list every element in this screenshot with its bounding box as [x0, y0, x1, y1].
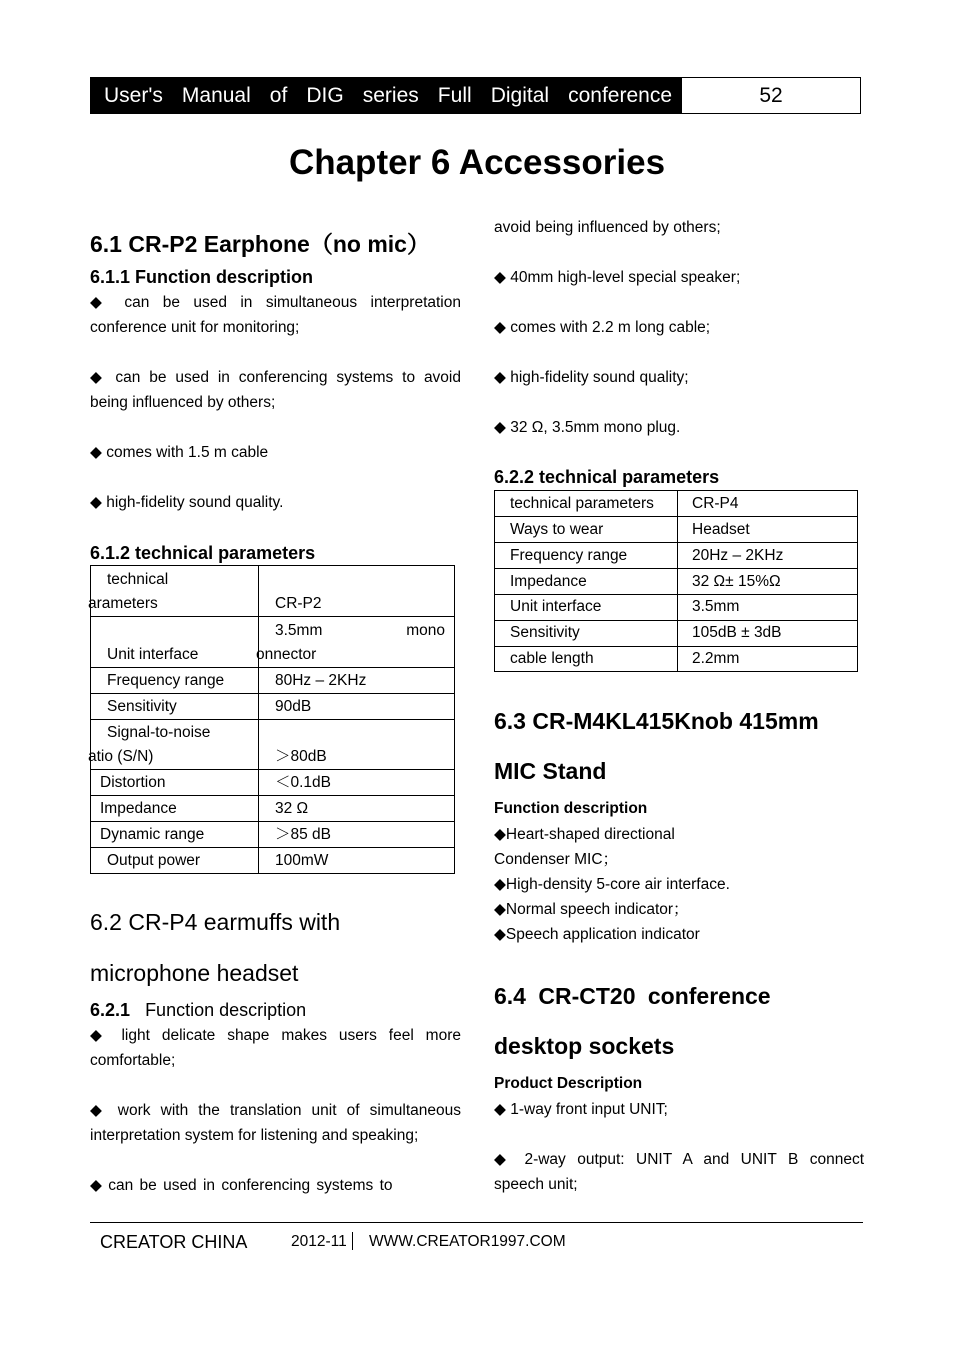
- cr-p4-parameter-table: [494, 490, 858, 672]
- section-6-3-heading-line2: MIC Stand: [494, 758, 607, 784]
- table-cell: Unit interface: [510, 598, 602, 615]
- section-6-2-heading-line2: microphone headset: [90, 960, 299, 986]
- chapter-title: Chapter 6 Accessories: [288, 143, 666, 182]
- bullet-6-2-g: ◆ 32 Ω, 3.5mm mono plug.: [494, 419, 681, 436]
- table-cell: ＞85 dB: [275, 826, 332, 843]
- bullet-6-1-c: ◆ comes with 1.5 m cable: [90, 444, 269, 461]
- mic-feature-line: ◆High-density 5-core air interface.: [494, 876, 730, 893]
- table-cell: cable length: [510, 650, 594, 667]
- table-cell: 80Hz – 2KHz: [275, 672, 367, 689]
- table-cell: 100mW: [275, 852, 329, 869]
- table-cell: Output power: [107, 852, 201, 869]
- table-cell: Distortion: [100, 774, 166, 791]
- subsection-title: Function description: [145, 1000, 307, 1020]
- footer-date: 2012-11: [291, 1233, 347, 1250]
- table-cell: Impedance: [510, 573, 587, 590]
- socket-bullet-2-line2: speech unit;: [494, 1176, 578, 1193]
- table-cell: 3.5mm: [692, 598, 740, 615]
- footer-divider: [90, 1222, 863, 1223]
- bullet-6-1-b-line2: being influenced by others;: [90, 394, 276, 411]
- mic-feature-line: ◆Heart-shaped directional: [494, 826, 675, 843]
- bullet-6-1-b-line1: ◆ can be used in conferencing systems to avoid: [90, 369, 461, 386]
- page-number: 52: [759, 84, 783, 107]
- subsection-number: 6.2.1: [90, 1000, 131, 1020]
- table-cell: onnector: [256, 646, 317, 663]
- socket-bullet-2-line1: ◆ 2-way output: UNIT A and UNIT B connect: [494, 1151, 864, 1168]
- footer-company: CREATOR CHINA: [100, 1232, 248, 1252]
- table-cell: 32 Ω: [275, 800, 309, 817]
- table-cell: Ways to wear: [510, 521, 604, 538]
- table-cell: Sensitivity: [510, 624, 580, 641]
- bullet-6-1-a-line2: conference unit for monitoring;: [90, 319, 300, 336]
- bullet-6-1-d: ◆ high-fidelity sound quality.: [90, 494, 284, 511]
- bullet-6-2-f: ◆ high-fidelity sound quality;: [494, 369, 689, 386]
- header-title: User's Manual of DIG series Full Digital conference: [91, 78, 682, 113]
- table-cell: Headset: [692, 521, 750, 538]
- section-6-1-heading: 6.1 CR-P2 Earphone（no mic）: [90, 231, 430, 257]
- footer-url: WWW.CREATOR1997.COM: [369, 1233, 566, 1250]
- mic-feature-line: ◆Normal speech indicator；: [494, 901, 689, 918]
- bullet-6-2-c: ◆ can be used in conferencing systems to: [90, 1177, 393, 1194]
- socket-bullet-1: ◆ 1-way front input UNIT;: [494, 1101, 668, 1118]
- table-cell: Frequency range: [510, 547, 628, 564]
- subsection-6-2-2-heading: 6.2.2 technical parameters: [494, 467, 720, 487]
- section-6-4-heading-line2: desktop sockets: [494, 1033, 675, 1059]
- table-cell: atio (S/N): [88, 748, 154, 765]
- mic-feature-line: ◆Speech application indicator: [494, 926, 700, 943]
- bullet-6-2-b-line1: ◆ work with the translation unit of simultaneous: [90, 1102, 461, 1119]
- table-cell: technical parameters: [510, 495, 654, 512]
- subsection-6-1-2-heading: 6.1.2 technical parameters: [90, 543, 316, 563]
- table-cell: Sensitivity: [107, 698, 177, 715]
- section-6-3-subheading: Function description: [494, 800, 648, 817]
- section-6-2-heading-line1: 6.2 CR-P4 earmuffs with: [90, 909, 341, 935]
- table-cell: Unit interface: [107, 646, 199, 663]
- table-cell: 90dB: [275, 698, 312, 715]
- section-6-4-heading-line1: 6.4 CR-CT20 conference: [494, 983, 771, 1009]
- table-cell: ＞80dB: [275, 748, 327, 765]
- bullet-6-2-a-line2: comfortable;: [90, 1052, 176, 1069]
- table-cell: Impedance: [100, 800, 177, 817]
- table-cell: 2.2mm: [692, 650, 740, 667]
- section-6-3-heading-line1: 6.3 CR-M4KL415Knob 415mm: [494, 708, 819, 734]
- bullet-6-2-d: ◆ 40mm high-level special speaker;: [494, 269, 741, 286]
- bullet-6-2-a-line1: ◆ light delicate shape makes users feel more: [90, 1027, 461, 1044]
- table-cell: 32 Ω± 15%Ω: [692, 573, 781, 590]
- table-cell: Signal-to-noise: [107, 724, 211, 741]
- bullet-6-2-c-continued: avoid being influenced by others;: [494, 219, 721, 236]
- table-cell: 105dB ± 3dB: [692, 624, 782, 641]
- bullet-6-1-a-line1: ◆ can be used in simultaneous interpretation: [90, 294, 461, 311]
- table-cell: 3.5mm mono: [275, 622, 445, 639]
- table-cell: CR-P2: [275, 595, 322, 612]
- table-cell: 20Hz – 2KHz: [692, 547, 784, 564]
- bullet-6-2-b-line2: interpretation system for listening and speaking;: [90, 1127, 419, 1144]
- page-header: [90, 77, 861, 114]
- table-cell: arameters: [88, 595, 158, 612]
- subsection-6-2-1-heading: [90, 1000, 306, 1021]
- section-6-4-subheading: Product Description: [494, 1075, 643, 1092]
- table-cell: ＜0.1dB: [275, 774, 332, 791]
- subsection-6-1-1-heading: 6.1.1 Function description: [90, 267, 314, 287]
- mic-feature-line: Condenser MIC；: [494, 851, 619, 868]
- table-cell: CR-P4: [692, 495, 739, 512]
- table-cell: technical: [107, 571, 169, 588]
- table-cell: Dynamic range: [100, 826, 205, 843]
- bullet-6-2-e: ◆ comes with 2.2 m long cable;: [494, 319, 711, 336]
- table-cell: Frequency range: [107, 672, 225, 689]
- cr-p2-parameter-table: [90, 565, 455, 874]
- footer-separator: [352, 1232, 353, 1250]
